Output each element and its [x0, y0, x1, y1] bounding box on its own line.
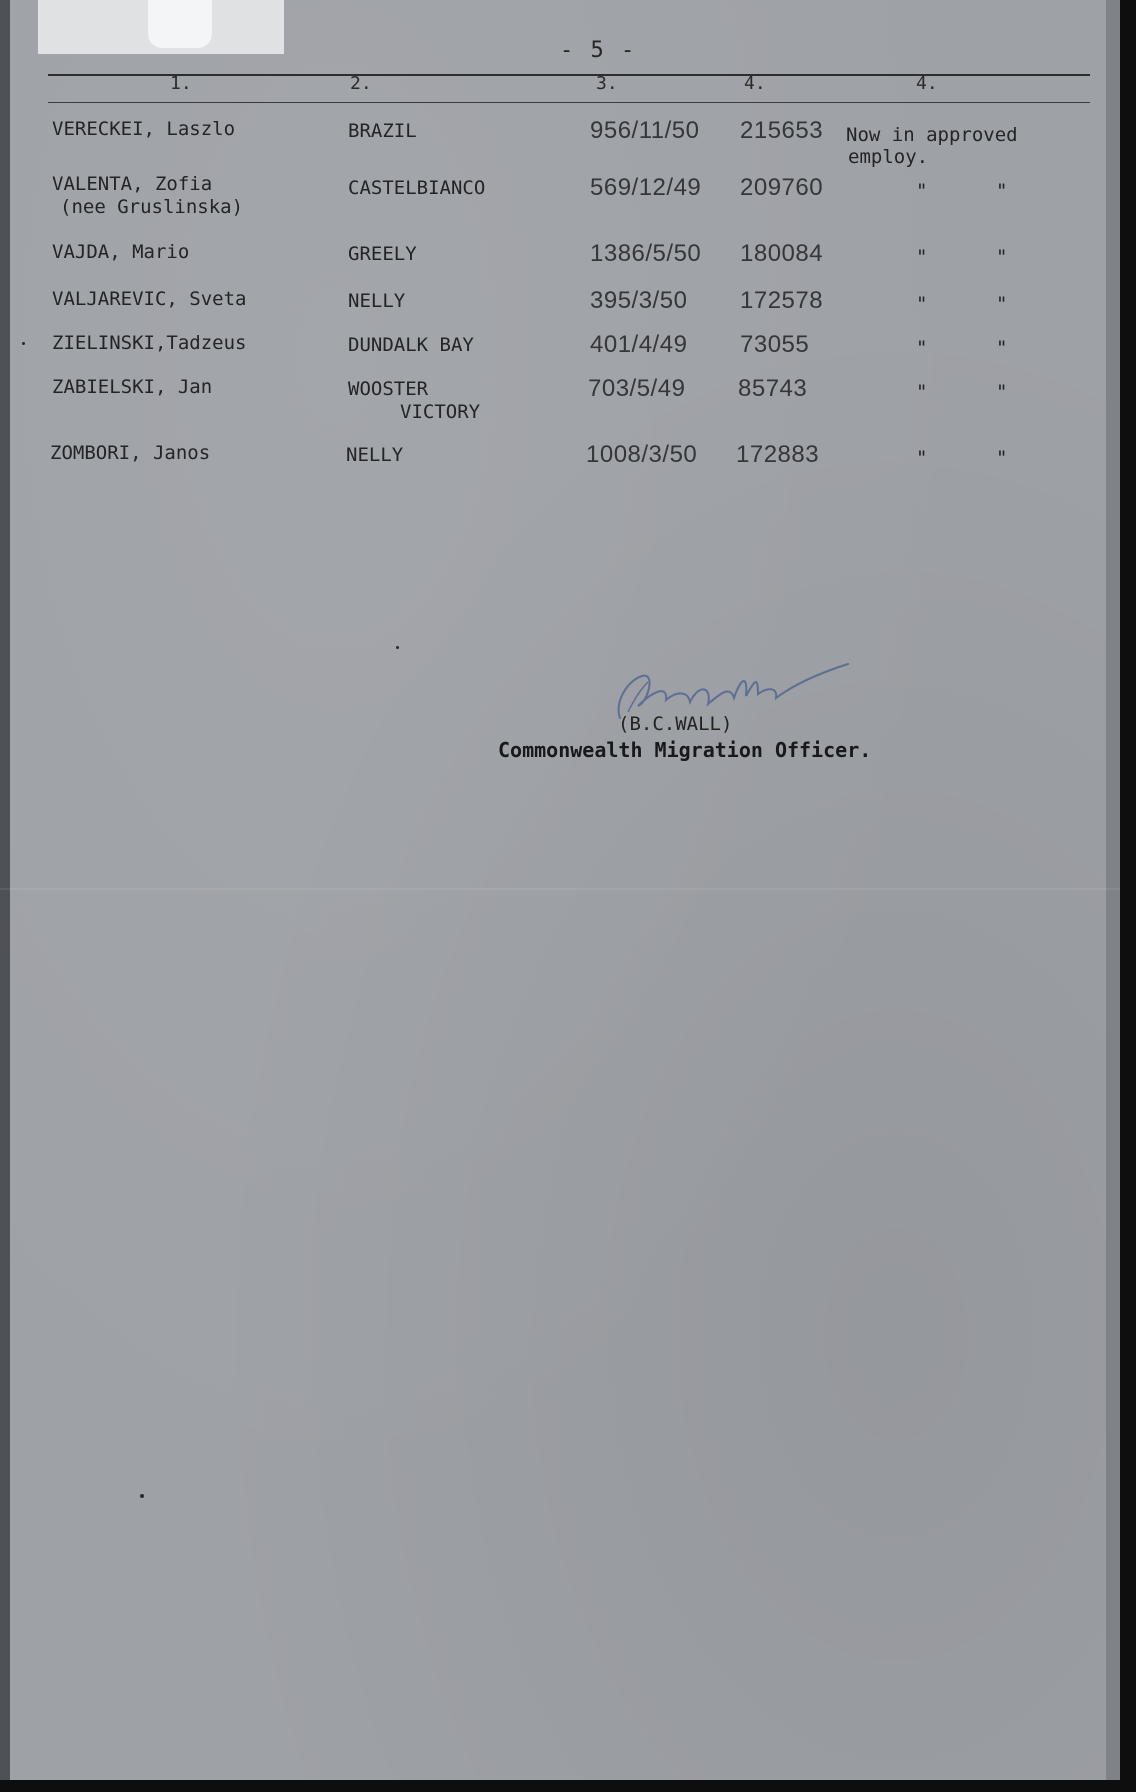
- row-ship-line2: VICTORY: [400, 401, 481, 423]
- row-name-line2: (nee Gruslinska): [60, 196, 244, 218]
- column-header-3: 3.: [596, 73, 618, 94]
- row-number: 172578: [740, 287, 824, 314]
- row-ref: 956/11/50: [590, 117, 700, 144]
- paper-patch: [38, 0, 284, 54]
- row-name: VALENTA, Zofia: [52, 173, 213, 195]
- header-rule-bottom: [48, 102, 1090, 103]
- column-header-4: 4.: [744, 73, 766, 94]
- row-ref: 1386/5/50: [590, 240, 702, 267]
- row-status-ditto: ": [916, 447, 928, 469]
- column-header-1: 1.: [170, 73, 192, 94]
- row-status-ditto: ": [996, 246, 1008, 268]
- row-name: ZOMBORI, Janos: [50, 442, 211, 464]
- row-name: ZABIELSKI, Jan: [52, 376, 213, 398]
- paper-speck: [22, 342, 25, 345]
- row-number: 85743: [738, 375, 808, 402]
- signatory-title: Commonwealth Migration Officer.: [498, 738, 872, 762]
- row-ship: NELLY: [346, 444, 404, 466]
- page-number: - 5 -: [560, 38, 637, 63]
- row-ship: CASTELBIANCO: [348, 177, 486, 199]
- row-name: ZIELINSKI,Tadzeus: [52, 332, 247, 354]
- row-name: VALJAREVIC, Sveta: [52, 288, 247, 310]
- row-ship: NELLY: [348, 290, 406, 312]
- signatory-name: (B.C.WALL): [618, 713, 733, 735]
- row-number: 209760: [740, 174, 824, 201]
- row-status-ditto: ": [996, 180, 1008, 202]
- row-ref: 395/3/50: [590, 287, 688, 314]
- row-number: 215653: [740, 117, 824, 144]
- row-ship: GREELY: [348, 243, 417, 265]
- row-status: Now in approved: [846, 124, 1018, 146]
- row-ref: 569/12/49: [590, 174, 702, 201]
- row-status-ditto: ": [916, 293, 928, 315]
- row-status-ditto: ": [996, 337, 1008, 359]
- row-status-ditto: ": [996, 447, 1008, 469]
- page-right-edge: [1106, 0, 1120, 1780]
- row-status-ditto: ": [916, 180, 928, 202]
- row-ref: 703/5/49: [588, 375, 686, 402]
- row-number: 73055: [740, 331, 810, 358]
- row-status-ditto: ": [996, 381, 1008, 403]
- paper-speck: [396, 646, 399, 649]
- row-status-line2: employ.: [848, 146, 929, 168]
- row-status-ditto: ": [916, 337, 928, 359]
- row-number: 180084: [740, 240, 824, 267]
- row-number: 172883: [736, 441, 820, 468]
- row-name: VERECKEI, Laszlo: [52, 118, 236, 140]
- row-ship: DUNDALK BAY: [348, 334, 474, 356]
- row-ship: WOOSTER: [348, 378, 429, 400]
- row-status-ditto: ": [916, 381, 928, 403]
- page-left-edge: [0, 0, 10, 1780]
- column-header-5: 4.: [916, 73, 938, 94]
- row-status-ditto: ": [916, 246, 928, 268]
- paper-speck: [140, 1494, 144, 1498]
- row-ref: 401/4/49: [590, 331, 688, 358]
- row-name: VAJDA, Mario: [52, 241, 190, 263]
- column-header-2: 2.: [350, 73, 372, 94]
- row-status-ditto: ": [996, 293, 1008, 315]
- row-ship: BRAZIL: [348, 120, 417, 142]
- row-ref: 1008/3/50: [586, 441, 698, 468]
